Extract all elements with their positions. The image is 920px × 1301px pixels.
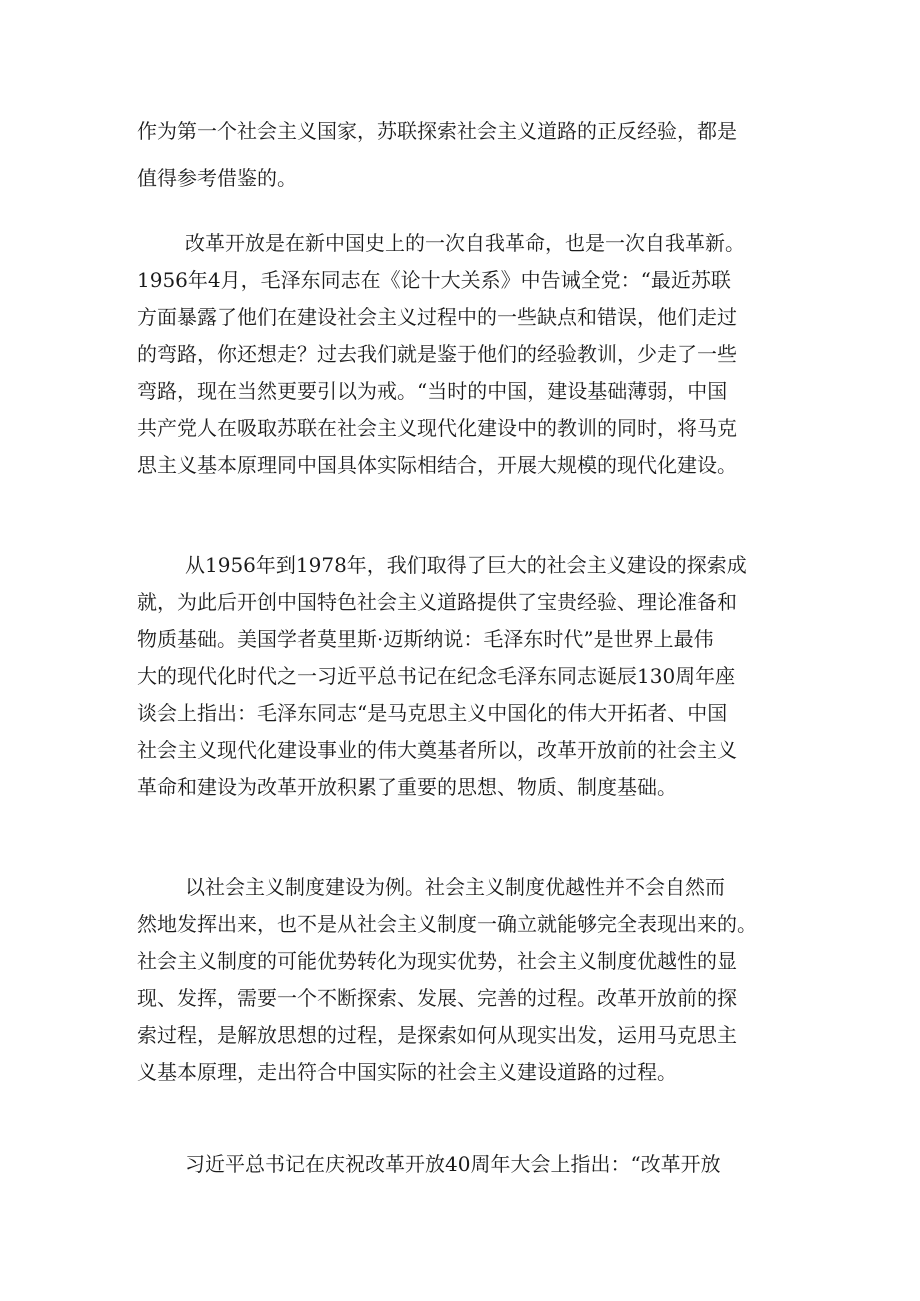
text-line: 思主义基本原理同中国具体实际相结合，开展大规模的现代化建设。 (137, 453, 737, 477)
text-line: 从1956年到1978年，我们取得了巨大的社会主义建设的探索成 (185, 553, 747, 577)
text-line: 索过程，是解放思想的过程，是探索如何从现实出发，运用马克思主 (137, 1023, 737, 1047)
text-line: 习近平总书记在庆祝改革开放40周年大会上指出：“改革开放 (185, 1152, 721, 1176)
text-line: 改革开放是在新中国史上的一次自我革命，也是一次自我革新。 (185, 231, 745, 255)
text-line: 的弯路，你还想走？过去我们就是鉴于他们的经验教训，少走了一些 (137, 342, 737, 366)
text-line: 然地发挥出来，也不是从社会主义制度一确立就能够完全表现出来的。 (137, 912, 757, 936)
text-line: 共产党人在吸取苏联在社会主义现代化建设中的教训的同时，将马克 (137, 416, 737, 440)
text-line: 革命和建设为改革开放积累了重要的思想、物质、制度基础。 (137, 775, 677, 799)
text-line: 物质基础。美国学者莫里斯·迈斯纳说：毛泽东时代”是世界上最伟 (137, 627, 714, 651)
text-line: 以社会主义制度建设为例。社会主义制度优越性并不会自然而 (185, 875, 725, 899)
text-line: 值得参考借鉴的。 (137, 166, 297, 190)
text-line: 方面暴露了他们在建设社会主义过程中的一些缺点和错误，他们走过 (137, 305, 737, 329)
text-line: 就，为此后开创中国特色社会主义道路提供了宝贵经验、理论准备和 (137, 590, 737, 614)
text-line: 社会主义制度的可能优势转化为现实优势，社会主义制度优越性的显 (137, 949, 737, 973)
text-line: 义基本原理，走出符合中国实际的社会主义建设道路的过程。 (137, 1060, 677, 1084)
text-line: 作为第一个社会主义国家，苏联探索社会主义道路的正反经验，都是 (137, 119, 737, 143)
text-line: 弯路，现在当然更要引以为戒。“当时的中国，建设基础薄弱，中国 (137, 379, 728, 403)
text-line: 现、发挥，需要一个不断探索、发展、完善的过程。改革开放前的探 (137, 986, 737, 1010)
text-line: 大的现代化时代之一习近平总书记在纪念毛泽东同志诞辰130周年座 (137, 664, 736, 688)
text-line: 社会主义现代化建设事业的伟大奠基者所以，改革开放前的社会主义 (137, 738, 737, 762)
text-line: 1956年4月，毛泽东同志在《论十大关系》中告诫全党：“最近苏联 (137, 268, 731, 292)
text-line: 谈会上指出：毛泽东同志“是马克思主义中国化的伟大开拓者、中国 (137, 701, 728, 725)
